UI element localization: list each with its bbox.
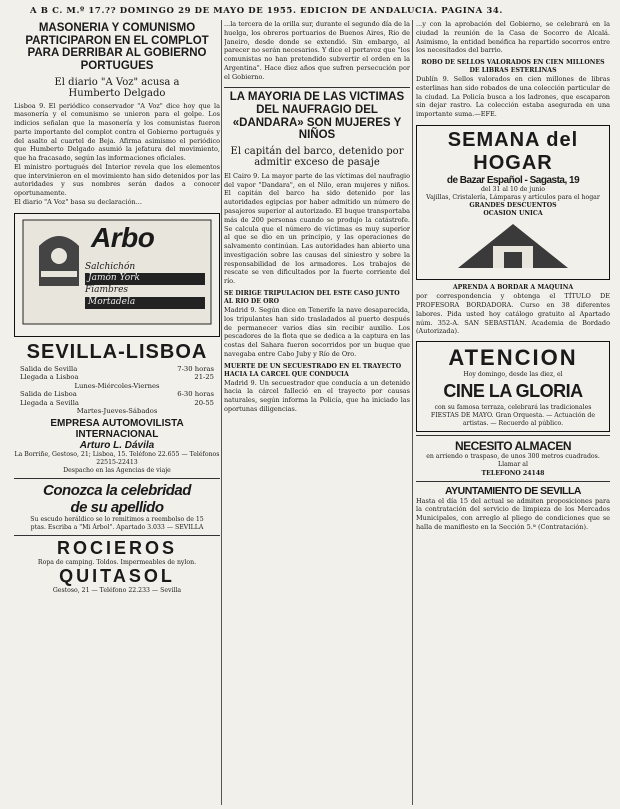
article-body: Madrid 9. Según dice en Tenerife la nave desaparecida, los tripulantes han sido trasladados al puerto después de permanecer varios días sin recibir auxilio. Los pescadores de la flota que se dedica a la captura en las costas del Sahara fueron socorridos por un buque que navegaba entre Cabo Juby y Río de Oro. [224, 306, 410, 358]
quitasol-address: Gestoso, 21 — Teléfono 22.233 — Sevilla [52, 586, 182, 594]
arbo-brand: Arbo [91, 221, 155, 253]
hogar-banner: OCASION UNICA [483, 210, 543, 218]
divider [416, 435, 610, 436]
almacen-title: NECESITO ALMACEN [454, 439, 571, 454]
ad-atencion [416, 341, 610, 432]
article-body: Lisboa 9. El periódico conservador "A Voz" dice hoy que la masonería y el comunismo se unieron para el golpe. Los indicios señalan que la masonería y los comunistas fueron parte importante del complot contra el Gobierno portugués y del asalto al cuartel de Beja. Afirma asimismo el periódico que Humberto Delgado asumió la jefatura del movimiento, que ha fracasado, según las informaciones oficiales. [14, 101, 220, 163]
article-body: El ministro portugués del Interior revela que los elementos que intervinieron en el movimiento han sido detenidos por las autoridades y sus nombres serán dados a conocer oportunamente. [14, 162, 220, 198]
column-middle [224, 20, 410, 414]
atencion-title: ATENCION [448, 345, 578, 371]
company-name: EMPRESA AUTOMOVILISTA [50, 417, 184, 429]
schedule-row: Llegada a Lisboa 21-25 [20, 373, 214, 382]
quitasol-brand: QUITASOL [59, 565, 175, 586]
column-rule [221, 20, 222, 805]
schedule-row: Salida de Sevilla 7-30 horas [20, 364, 214, 373]
sevilla-lisboa-title: SEVILLA-LISBOA [26, 340, 208, 363]
hogar-banner: GRANDES DESCUENTOS [469, 202, 557, 210]
almacen-body: en arriendo o traspaso, de unos 300 metros cuadrados. Llamar al [426, 453, 600, 469]
arbo-products [85, 262, 205, 309]
column-right [416, 20, 610, 532]
subhead-tripulacion: SE DIRIGE TRIPULACION DEL ESTE CASO JUNTO AL RIO DE ORO [224, 289, 400, 305]
rocieros-body: Ropa de camping. Toldos. Impermeables de nylon. [37, 558, 197, 566]
apellido-body: Su escudo heráldico se lo remitimos a reembolso de 15 ptas. Escriba a "Mi Árbol". Apartado 3.033 — SEVILLA [30, 515, 204, 531]
ayuntamiento-body: Hasta el día 15 del actual se admiten proposiciones para la contratación del servicio de limpieza de los Mercados Municipales, con arreglo al pliego de condiciones que se halla de manifiesto en la Sección 5.ª (Contratación). [416, 496, 610, 531]
company-name: INTERNACIONAL [75, 428, 159, 440]
arbo-item: Mortadela [85, 297, 205, 309]
article-body: El diario "A Voz" basa su declaración... [14, 197, 142, 206]
subhead-sellos: ROBO DE SELLOS VALORADOS EN CIEN MILLONES DE LIBRAS ESTERLINAS [421, 59, 605, 75]
ad-arbo [14, 213, 220, 337]
hogar-illustration-icon [438, 218, 588, 276]
article-body: Dublín 9. Sellos valorados en cien millones de libras esterlinas han sido robados de una colección particular de la ciudad. La Policía busca a los ladrones, que escaparon sin dejar rastro. La colección estaba asegurada en una importante suma.—EFE. [416, 75, 610, 119]
arbo-item: Jamón York [85, 273, 205, 285]
bordar-title: APRENDA A BORDAR A MAQUINA [452, 284, 574, 292]
schedule-row: Salida de Lisboa 6-30 horas [20, 390, 214, 399]
schedule-row: Llegada a Sevilla 20-55 [20, 398, 214, 407]
schedule-row: Martes-Jueves-Sábados [76, 407, 158, 416]
hogar-title: SEMANA del HOGAR [447, 129, 579, 175]
divider [14, 535, 220, 536]
schedule [14, 365, 220, 416]
company-address: La Borriñe, Gestoso, 21; Lisboa, 15. Teléfono 22.655 — Teléfonos 22515-22413 [14, 450, 220, 466]
hogar-dates: del 31 al 10 de junio [480, 186, 546, 194]
ayuntamiento-title: AYUNTAMIENTO DE SEVILLA [445, 484, 581, 497]
rocieros-brand: ROCIEROS [56, 537, 177, 558]
column-left [14, 20, 220, 595]
hogar-subtitle: de Bazar Español - Sagasta, 19 [446, 175, 580, 187]
article-body: El Cairo 9. La mayor parte de las víctimas del naufragio del vapor "Dandara", en el Nilo, eran mujeres y niños. El capitán del barco ha sido detenido por las autoridades egipcias por haber admitido un número de pasajeros superior al autorizado. El buque transportaba más de 200 personas cuando se produjo la catástrofe. Se calcula que el número de víctimas es muy superior al que se dio en un principio, y las operaciones de salvamento continúan. Las autoridades han abierto una investigación sobre las causas del siniestro y sobre la responsabilidad de los armadores. Los trabajos de rescate se ven dificultados por la fuerte corriente del río. [224, 171, 410, 286]
subhead-voz: El diario "A Voz" acusa a [54, 76, 180, 88]
schedule-row: Lunes-Miércoles-Viernes [74, 381, 160, 390]
company-owner: Arturo L. Dávila [79, 439, 155, 451]
arbo-item: Fiambres [85, 285, 129, 296]
company-note: Despacho en las Agencias de viaje [63, 466, 171, 474]
headline-masoneria: MASONERIA Y COMUNISMO PARTICIPARON EN EL COMPLOT PARA DERRIBAR AL GOBIERNO PORTUGUES [25, 22, 209, 72]
subhead-capitan: El capitán del barco, detenido por admitir exceso de pasaje [230, 145, 404, 168]
atencion-body2: con su famosa terraza, celebrará las tradicionales FIESTAS DE MAYO. Gran Orquesta. — Actuación de artistas. — Recuerdo al público. [430, 404, 596, 428]
almacen-phone: TELEFONO 24148 [481, 469, 545, 477]
article-body: Madrid 9. Un secuestrador que conducía a un detenido hacia la cárcel falleció en el trayecto por causas naturales, según informa la Policía, que ha iniciado las oportunas diligencias. [224, 378, 410, 414]
column-rule [412, 20, 413, 805]
apellido-title: de su apellido [70, 498, 164, 516]
bordar-body: por correspondencia y obtenga el TÍTULO DE PROFESORA BORDADORA. Curso en 38 diferentes labores. Pida usted hoy catálogo gratuito al Apartado núm. 352-A. SAN SEBASTIÁN. Academia de Bordado (Autorizada). [416, 292, 610, 336]
subhead-secuestrado: MUERTE DE UN SECUESTRADO EN EL TRAYECTO HACIA LA CARCEL QUE CONDUCIA [224, 362, 402, 378]
page-header: A B C. M.º 17.?? DOMINGO 29 DE MAYO DE 1955. EDICION DE ANDALUCIA. PAGINA 34. [30, 6, 503, 16]
ad-semana-hogar [416, 125, 610, 280]
subhead-delgado: Humberto Delgado [68, 87, 166, 99]
headline-dandara: LA MAYORIA DE LAS VICTIMAS DEL NAUFRAGIO DEL «DANDARA» SON MUJERES Y NIÑOS [229, 91, 405, 142]
divider [224, 87, 410, 88]
article-body: ...y con la aprobación del Gobierno, se celebrará en la ciudad la reunión de la Casa de Socorro de Alcalá. Asimismo, la entidad benéfica ha repartido socorros entre los necesitados del barrio. [416, 20, 610, 55]
article-body: ...la tercera de la orilla sur, durante el segundo día de la huelga, los obreros portuarios de Buenos Aires, Rio de Janeiro, desde donde se extendió. Sin embargo, al parecer no serán necesarios. Y dice el portavoz que "los comunistas no han pretendido subvertir el orden en la Argentina". Hace diez años que sufren persecución por el Gobierno. [224, 20, 410, 81]
arbo-item: Salchichón [85, 261, 136, 272]
divider [14, 478, 220, 479]
cine-name: CINE LA GLORIA [443, 381, 583, 402]
apellido-title: Conozca la celebridad [43, 481, 191, 499]
divider [416, 481, 610, 482]
hogar-items: Vajillas, Cristalería, Lámparas y artículos para el hogar [426, 194, 600, 202]
atencion-body: Hoy domingo, desde las diez, el [463, 371, 563, 379]
